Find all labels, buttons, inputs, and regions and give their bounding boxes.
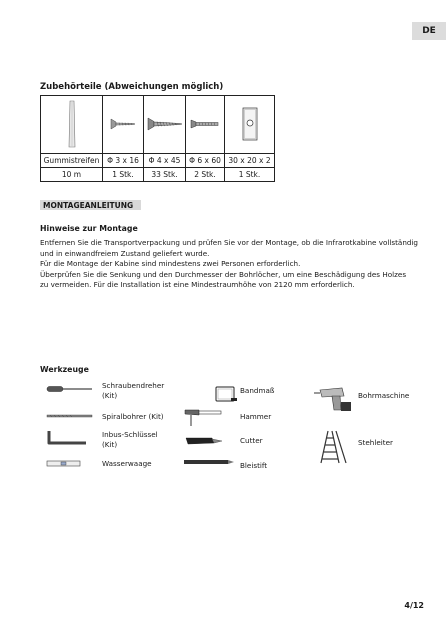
tools-title: Werkzeuge [40,365,89,374]
montage-line: Überprüfen Sie die Senkung und den Durchmesser der Bohrlöcher, um eine Beschädigung des Holzes [40,269,407,279]
pencil-icon [183,459,235,465]
tool-label-allen-key: Inbus-Schlüssel (Kit) [102,430,158,449]
tool-label-drill: Bohrmaschine [358,391,410,400]
drill-bit-icon [46,413,94,419]
accessory-quantity: 1 Stk. [103,168,144,182]
tool-label-drill-bit: Spiralbohrer (Kit) [102,412,164,421]
montage-line: und in einwandfreiem Zustand geliefert wurde. [40,248,210,258]
tool-label-pencil: Bleistift [240,461,268,470]
spirit-level-icon [46,460,82,467]
tool-label-cutter: Cutter [240,436,263,445]
plate-icon [225,96,275,154]
accessory-label: Φ 4 x 45 [144,154,186,168]
page-number: 4/12 [404,601,424,610]
accessory-quantity: 33 Stk. [144,168,186,182]
tool-label-spirit-level: Wasserwaage [102,459,152,468]
drill-icon [314,384,354,414]
tape-measure-icon [214,384,238,404]
accessory-label: Φ 3 x 16 [103,154,144,168]
cutter-icon [184,434,224,448]
small-screw-icon [103,96,144,154]
accessory-label: Gummistreifen [41,154,103,168]
accessories-title: Zubehörteile (Abweichungen möglich) [40,82,224,92]
accessories-table [40,95,275,182]
montage-heading: MONTAGEANLEITUNG [40,200,141,210]
accessory-label: Φ 6 x 60 [186,154,225,168]
montage-line: zu vermeiden. Für die Installation ist eine Mindestraumhöhe von 2120 mm erforderlich. [40,280,355,289]
montage-line: Entfernen Sie die Transportverpackung und prüfen Sie vor der Montage, ob die Infrarotkabine vollständig [40,238,418,247]
tool-label-tape-measure: Bandmaß [240,386,275,395]
bolt-icon [186,96,225,154]
tool-label-screwdriver: Schraubendreher (Kit) [102,381,165,400]
accessory-quantity: 2 Stk. [186,168,225,182]
montage-line: Für die Montage der Kabine sind mindestens zwei Personen erforderlich. [40,259,301,268]
accessory-label: 30 x 20 x 2 [225,154,275,168]
hammer-icon [183,406,223,428]
language-tab: DE [412,22,446,40]
montage-subheading: Hinweise zur Montage [40,224,138,233]
wood-screw-icon [144,96,186,154]
screwdriver-icon [46,384,94,394]
ladder-icon [318,430,348,464]
accessory-quantity: 10 m [41,168,103,182]
tool-label-hammer: Hammer [240,412,272,421]
accessory-quantity: 1 Stk. [225,168,275,182]
rubber-strip-icon [41,96,103,154]
allen-key-icon [46,430,88,446]
tool-label-ladder: Stehleiter [358,438,393,447]
